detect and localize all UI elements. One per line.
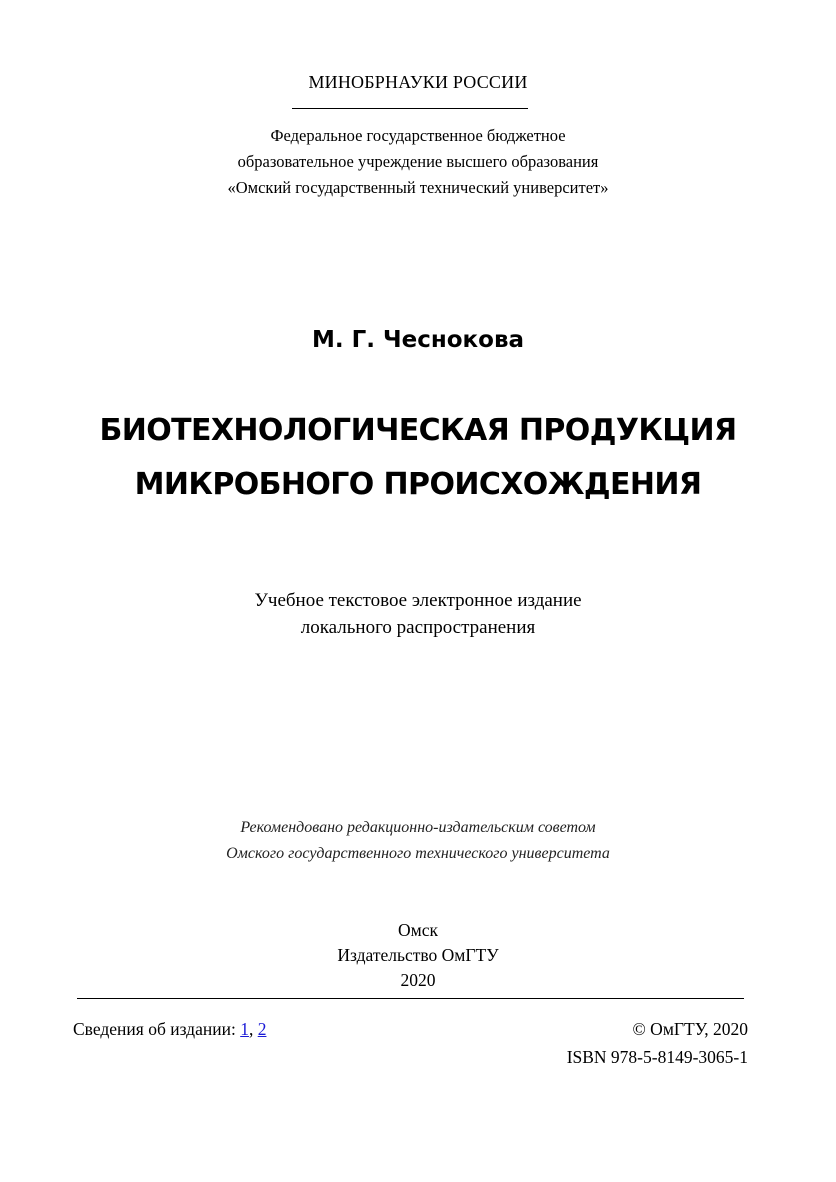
title-line: МИКРОБНОГО ПРОИСХОЖДЕНИЯ	[134, 467, 702, 502]
edition-details-label: Сведения об издании:	[73, 1019, 241, 1039]
edition-details-separator: ,	[248, 1019, 258, 1039]
institution-line: Федеральное государственное бюджетное	[270, 126, 566, 145]
ministry-divider	[292, 108, 528, 109]
imprint-year: 2020	[400, 970, 436, 990]
author-name: М. Г. Чеснокова	[311, 327, 525, 353]
institution-line: «Омский государственный технический университет»	[227, 178, 609, 197]
edition-line: локального распространения	[300, 617, 536, 638]
ministry-name: МИНОБРНАУКИ РОССИИ	[308, 72, 528, 92]
institution-line: образовательное учреждение высшего образования	[237, 152, 599, 171]
edition-details-link-2[interactable]: 2	[257, 1019, 267, 1039]
imprint-block	[0, 918, 836, 993]
imprint-publisher: Издательство ОмГТУ	[337, 945, 499, 965]
footer-divider	[77, 998, 744, 999]
edition-type	[0, 587, 836, 641]
recommendation-note	[0, 815, 836, 867]
imprint-city: Омск	[398, 920, 438, 940]
title-line: БИОТЕХНОЛОГИЧЕСКАЯ ПРОДУКЦИЯ	[99, 413, 737, 448]
recommendation-line: Рекомендовано редакционно-издательским советом	[240, 819, 596, 836]
edition-details	[73, 1019, 266, 1040]
edition-line: Учебное текстовое электронное издание	[254, 590, 582, 611]
isbn-number: ISBN 978-5-8149-3065-1	[566, 1047, 748, 1067]
edition-details-link-1[interactable]: 1	[240, 1019, 249, 1039]
copyright-notice: © ОмГТУ, 2020	[632, 1019, 748, 1039]
recommendation-line: Омского государственного технического университета	[226, 845, 610, 862]
book-title	[0, 404, 836, 512]
institution-block	[0, 123, 836, 201]
